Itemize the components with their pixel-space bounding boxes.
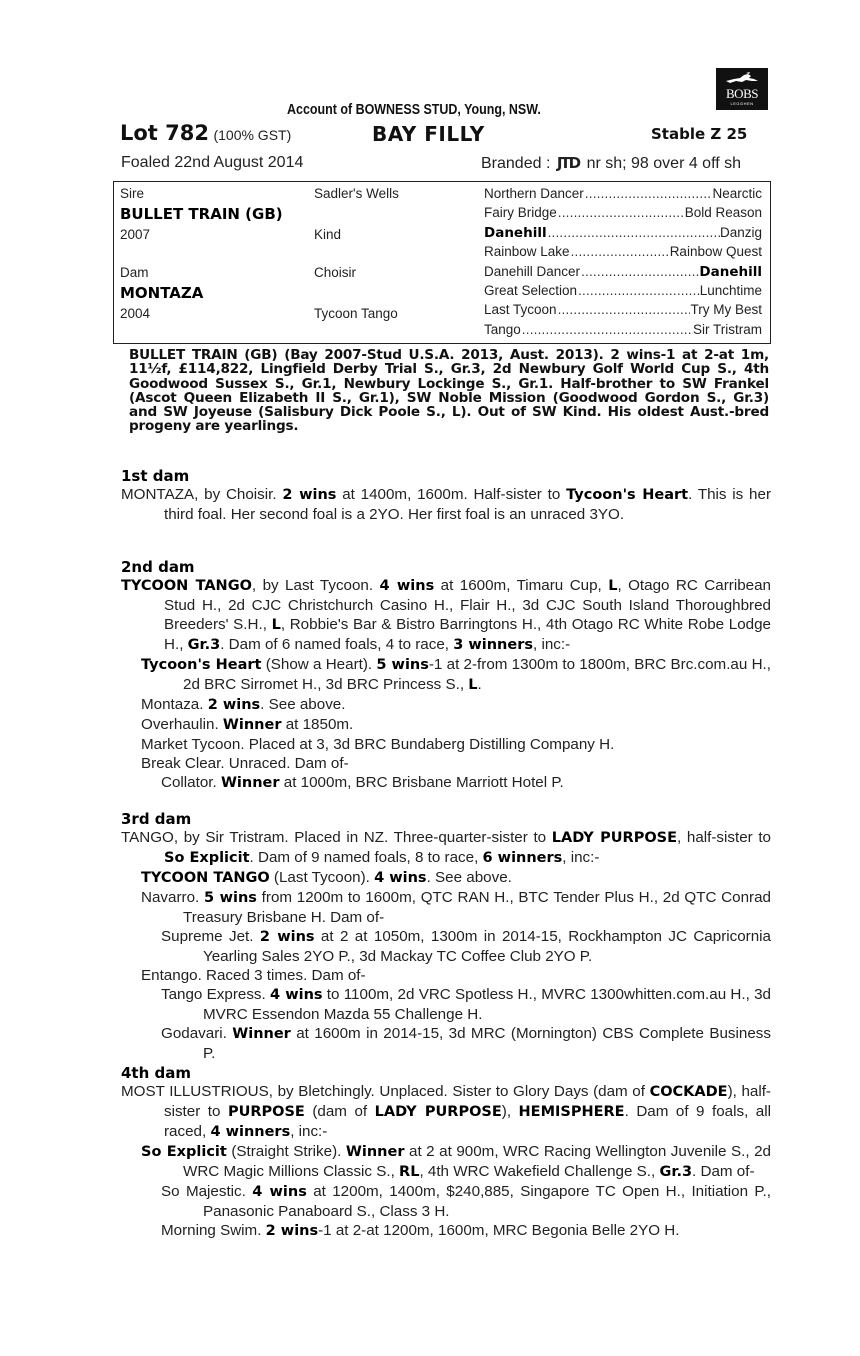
third-dam-section (121, 810, 771, 1063)
fourth-dam-section (121, 1064, 771, 1241)
entry-text: at 1850m. (281, 716, 354, 733)
dam-heading: 2nd dam (121, 558, 195, 576)
bold-text: Winner (220, 775, 280, 791)
pedigree-entry (121, 773, 771, 793)
bold-text: 4 wins (379, 578, 435, 594)
entry-text: Morning Swim. (161, 1222, 266, 1239)
pedigree-entry (121, 1024, 771, 1063)
bold-text: 2 wins (259, 929, 315, 945)
entry-text: at 1600m, Timaru Cup, (434, 577, 609, 594)
bold-text: TYCOON TANGO (141, 870, 270, 886)
bold-text: L (468, 677, 478, 693)
pedigree-entry (121, 1182, 771, 1221)
entry-text: to 1100m, 2d VRC Spotless H., MVRC 1300whitten.com.au H., 3d MVRC Essendon Mazda 55 Challenge H. (203, 986, 771, 1023)
brand-label: Branded : (481, 155, 551, 172)
ancestor-right: Bold Reason (685, 205, 762, 224)
horse-description: BAY FILLY (372, 122, 485, 146)
brand-text: nr sh; 98 over 4 off sh (586, 155, 742, 172)
bold-text: Gr.3 (659, 1164, 693, 1180)
dot-leader (584, 186, 713, 205)
bold-text: L (608, 578, 618, 594)
entry-text: -1 at 2-from 1300m to 1800m, BRC Brc.com.au H., 2d BRC Sirromet H., 3d BRC Princess S., (183, 656, 771, 693)
bold-text: TYCOON TANGO (121, 578, 252, 594)
ancestor-row (484, 186, 762, 205)
dam-name: MONTAZA (120, 284, 204, 302)
pedigree-entry (121, 888, 771, 927)
bold-text: 5 wins (203, 890, 257, 906)
ancestor-row (484, 283, 762, 302)
sire-name: BULLET TRAIN (GB) (120, 205, 283, 223)
ancestor-right: Sir Tristram (693, 322, 762, 341)
entry-text: (Show a Heart). (261, 656, 377, 673)
logo-text: BOBS (726, 86, 758, 101)
entry-text: . See above. (426, 869, 512, 886)
bold-text: LADY PURPOSE (374, 1104, 502, 1120)
ancestor-right: Lunchtime (700, 283, 762, 302)
sire-label: Sire (120, 186, 145, 201)
entry-text: . (477, 676, 482, 693)
foaling-date: Foaled 22nd August 2014 (121, 154, 304, 171)
auctioneer-logo (716, 68, 768, 110)
ancestor-left: Danehill (484, 225, 547, 244)
entry-text: (dam of (304, 1103, 375, 1120)
bold-text: 2 wins (207, 697, 261, 713)
bold-text: 6 winners (482, 850, 563, 866)
logo-subtext: LEGGHEN (730, 101, 754, 106)
pedigree-entry (121, 1142, 771, 1182)
entry-text: TANGO, by Sir Tristram. Placed in NZ. Three-quarter-sister to (121, 829, 552, 846)
entry-text: Montaza. (141, 696, 208, 713)
entry-text: . This is her third foal. Her second foal is a 2YO. Her first foal is an unraced 3YO. (164, 486, 771, 523)
entry-text: MOST ILLUSTRIOUS, by Bletchingly. Unplaced. Sister to Glory Days (dam of (121, 1083, 650, 1100)
ancestor-left: Danehill Dancer (484, 264, 580, 283)
ancestor-left: Great Selection (484, 283, 577, 302)
dam-sire: Choisir (314, 265, 357, 280)
entry-text: Supreme Jet. (161, 928, 260, 945)
bold-text: L (271, 617, 281, 633)
pedigree-entry (121, 485, 771, 524)
gst-note: (100% GST) (213, 127, 292, 143)
pedigree-entry (121, 754, 771, 773)
pedigree-entry (121, 966, 771, 985)
entry-text: . Dam of 9 named foals, 8 to race, (249, 849, 483, 866)
dot-leader (557, 302, 691, 321)
sire-summary: BULLET TRAIN (GB) (Bay 2007-Stud U.S.A. 2013, Aust. 2013). 2 wins-1 at 2-at 1m, 11½f, £114,822, Lingfield Derby Trial S., Gr.3, 2d Newbury Golf World Cup S., 4th Goodwood Sussex S., Gr.1, Newbury Lockinge S., Gr.1. Half-brother to SW Frankel (Ascot Queen Elizabeth II S., Gr.1), SW Noble Mission (Goodwood Gordon S., Gr.3) and SW Joyeuse (Salisbury Dick Poole S., L). Out of SW Kind. His oldest Aust.-bred progeny are yearlings. (129, 347, 769, 435)
ancestor-row (484, 302, 762, 321)
ancestor-left: Tango (484, 322, 521, 341)
sire-year: 2007 (120, 227, 151, 242)
entry-text: Godavari. (161, 1025, 233, 1042)
dot-leader (577, 283, 700, 302)
brand-info (481, 154, 741, 173)
pedigree-entry (121, 868, 771, 888)
entry-text: at 2 at 1050m, 1300m in 2014-15, Rockhampton JC Capricornia Yearling Sales 2YO P., 3d Mackay TC Coffee Club 2YO P. (203, 928, 771, 965)
ancestor-right: Danehill (699, 264, 762, 283)
bold-text: 2 wins (265, 1223, 319, 1239)
ancestor-right: Nearctic (712, 186, 762, 205)
pedigree-entry (121, 695, 771, 715)
ancestor-row (484, 244, 762, 263)
pedigree-entry (121, 735, 771, 754)
bold-text: So Explicit (141, 1144, 227, 1160)
entry-text: , by Last Tycoon. (251, 577, 380, 594)
dot-leader (580, 264, 699, 283)
pedigree-entry (121, 1082, 771, 1142)
entry-text: , 4th WRC Wakefield Challenge S., (419, 1163, 660, 1180)
entry-text: MONTAZA, by Choisir. (121, 486, 283, 503)
ancestor-row (484, 264, 762, 283)
entry-text: -1 at 2-at 1200m, 1600m, MRC Begonia Belle 2YO H. (318, 1222, 680, 1239)
dot-leader (570, 244, 670, 263)
entry-text: Navarro. (141, 889, 204, 906)
entry-text: So Majestic. (161, 1183, 253, 1200)
pedigree-entry (121, 576, 771, 655)
dot-leader (557, 205, 685, 224)
stable-location: Stable Z 25 (651, 125, 748, 143)
lot-number: Lot 782 (120, 121, 209, 145)
entry-text: Break Clear. Unraced. Dam of- (141, 755, 349, 772)
ancestor-right: Danzig (720, 225, 762, 244)
entry-text: , inc:- (290, 1123, 328, 1140)
dam-heading: 4th dam (121, 1064, 191, 1082)
entry-text: at 1200m, 1400m, $240,885, Singapore TC Open H., Initiation P., Panasonic Panaboard S., Class 3 H. (203, 1183, 771, 1220)
horse-icon (724, 72, 760, 86)
first-dam-section (121, 467, 771, 524)
ancestor-left: Last Tycoon (484, 302, 557, 321)
sire-dam: Kind (314, 227, 342, 242)
entry-text: , Robbie's Bar & Bistro Barringtons H., 4th Otago RC White Robe Lodge H., (164, 616, 771, 653)
dam-heading: 3rd dam (121, 810, 192, 828)
entry-text: , inc:- (533, 636, 571, 653)
entry-text: . Dam of 6 named foals, 4 to race, (220, 636, 454, 653)
entry-text: , inc:- (562, 849, 600, 866)
entry-text: (Straight Strike). (226, 1143, 346, 1160)
entry-text: from 1200m to 1600m, QTC RAN H., BTC Tender Plus H., 2d QTC Conrad Treasury Brisbane H. Dam of- (183, 889, 771, 926)
bold-text: Winner (345, 1144, 405, 1160)
entry-text: Tango Express. (161, 986, 271, 1003)
pedigree-entry (121, 655, 771, 695)
ancestor-left: Fairy Bridge (484, 205, 557, 224)
entry-text: . See above. (260, 696, 346, 713)
dam-label: Dam (120, 265, 149, 280)
ancestor-left: Northern Dancer (484, 186, 584, 205)
entry-text: . Dam of- (692, 1163, 755, 1180)
dam-year: 2004 (120, 306, 151, 321)
ancestor-row (484, 322, 762, 341)
entry-text: (Last Tycoon). (269, 869, 375, 886)
ancestor-row (484, 225, 762, 244)
entry-text: Collator. (161, 774, 221, 791)
entry-text: . Dam of 9 foals, all raced, (164, 1103, 771, 1140)
bold-text: Tycoon's Heart (141, 657, 262, 673)
entry-text: at 1000m, BRC Brisbane Marriott Hotel P. (279, 774, 564, 791)
vendor-account: Account of BOWNESS STUD, Young, NSW. (287, 102, 541, 118)
pedigree-entry (121, 985, 771, 1024)
bold-text: Gr.3 (187, 637, 221, 653)
bold-text: 4 wins (252, 1184, 307, 1200)
ancestor-row (484, 205, 762, 224)
bold-text: RL (399, 1164, 420, 1180)
sire-sire: Sadler's Wells (314, 186, 399, 201)
dot-leader (521, 322, 693, 341)
bold-text: PURPOSE (227, 1104, 305, 1120)
entry-text: , half-sister to (677, 829, 772, 846)
bold-text: 4 wins (270, 987, 323, 1003)
dam-heading: 1st dam (121, 467, 190, 485)
pedigree-entry (121, 715, 771, 735)
bold-text: 4 winners (210, 1124, 291, 1140)
entry-text: ), half-sister to (164, 1083, 771, 1120)
bold-text: HEMISPHERE (518, 1104, 625, 1120)
dot-leader (547, 225, 720, 244)
entry-text: Entango. Raced 3 times. Dam of- (141, 967, 366, 984)
entry-text: at 1400m, 1600m. Half-sister to (336, 486, 567, 503)
entry-text: ), (501, 1103, 519, 1120)
bold-text: 4 wins (374, 870, 427, 886)
pedigree-entry (121, 927, 771, 966)
lot-heading (120, 121, 291, 145)
entry-text: at 2 at 900m, WRC Racing Wellington Juvenile S., 2d WRC Magic Millions Classic S., (183, 1143, 771, 1180)
entry-text: , Otago RC Carribean Stud H., 2d CJC Christchurch Casino H., Flair H., 3d CJC South Island Thoroughbred Breeders' S.H., (164, 577, 771, 633)
bold-text: LADY PURPOSE (551, 830, 678, 846)
bold-text: 2 wins (282, 487, 337, 503)
ancestor-right: Rainbow Quest (670, 244, 762, 263)
ancestor-right: Try My Best (690, 302, 762, 321)
bold-text: COCKADE (649, 1084, 728, 1100)
brand-mark-icon: JTD (556, 154, 580, 172)
pedigree-entry (121, 1221, 771, 1241)
pedigree-entry (121, 828, 771, 868)
second-dam-section (121, 558, 771, 793)
entry-text: Overhaulin. (141, 716, 223, 733)
bold-text: 3 winners (453, 637, 533, 653)
ancestor-left: Rainbow Lake (484, 244, 570, 263)
dam-dam: Tycoon Tango (314, 306, 398, 321)
bold-text: Winner (222, 717, 282, 733)
pedigree-table (113, 181, 771, 344)
entry-text: at 1600m in 2014-15, 3d MRC (Mornington) CBS Complete Business P. (203, 1025, 771, 1062)
entry-text: Market Tycoon. Placed at 3, 3d BRC Bundaberg Distilling Company H. (141, 736, 615, 753)
bold-text: So Explicit (164, 850, 250, 866)
bold-text: Tycoon's Heart (566, 487, 689, 503)
bold-text: 5 wins (376, 657, 429, 673)
bold-text: Winner (232, 1026, 291, 1042)
